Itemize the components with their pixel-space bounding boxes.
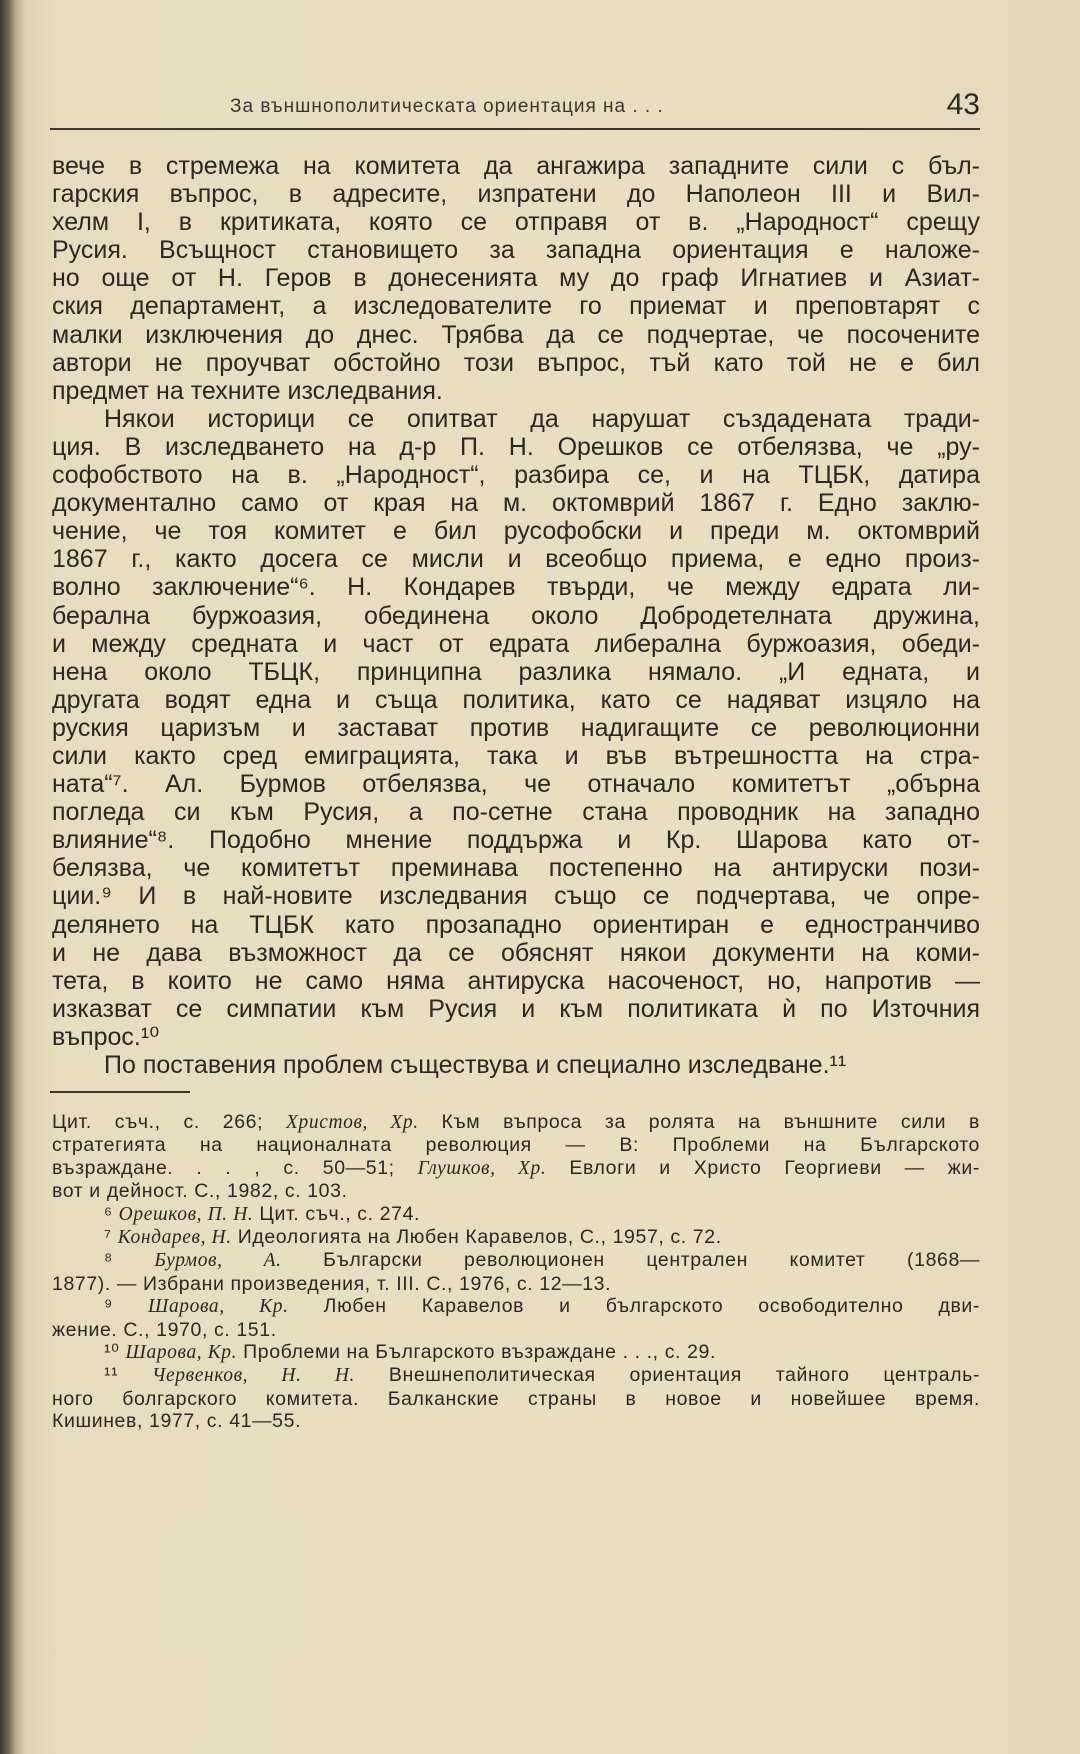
footnote-text: Евлоги и Христо Георгиеви — жи-: [546, 1156, 980, 1179]
body-line: влияние“⁸. Подобно мнение поддържа и Кр. Шарова като от-: [52, 826, 980, 855]
footnote-text: 1877). — Избрани произведения, т. III. С., 1976, с. 12—13.: [52, 1272, 612, 1295]
body-line: сили както сред емиграцията, така и във вътрешността на стра-: [52, 741, 980, 770]
footnote-author: Глушков, Хр.: [417, 1157, 547, 1179]
footnote-author: Шарова, Кр.: [125, 1342, 238, 1364]
footnotes: [52, 1111, 980, 1433]
footnote-separator: [50, 1091, 190, 1093]
footnote-text: жение. С., 1970, с. 151.: [52, 1318, 277, 1341]
body-line: автори не проучват обстойно този въпрос, тъй като той не е бил: [52, 348, 980, 377]
body-line: хелм I, в критиката, която се отправя от в. „Народност“ срещу: [52, 208, 980, 237]
footnote-text: Цит. съч., с. 274.: [253, 1202, 421, 1225]
footnote-text: възраждане. . . , с. 50—51;: [52, 1156, 418, 1179]
footnote-text: Към въпроса за ролята на външните сили в: [418, 1111, 980, 1133]
body-line: въпрос.¹⁰: [52, 1022, 160, 1051]
body-line: берална буржоазия, обединена около Добродетелната дружина,: [52, 601, 980, 630]
footnote-text: ⁹: [104, 1295, 148, 1318]
footnote-line: [52, 1111, 980, 1134]
footnote-text: Любен Каравелов и българското освободително дви-: [288, 1295, 981, 1318]
footnote-line: [52, 1180, 980, 1202]
body-line: Русия. Всъщност становището за западна ориентация е наложе-: [52, 236, 980, 265]
page-header: [50, 88, 980, 128]
body-line: нена около ТБЦК, принципна разлика нямало. „И едната, и: [52, 657, 980, 686]
body-line: руския царизъм и застават против надигащите се революционни: [52, 713, 980, 742]
body-line: ция. В изследването на д-р П. Н. Орешков се отбелязва, че „ру-: [52, 432, 980, 461]
body-line: волно заключение“⁶. Н. Кондарев твърди, че между едрата ли-: [52, 573, 980, 602]
footnote-text: Проблеми на Българското възраждане . . ., с. 29.: [237, 1341, 716, 1364]
footnote-text: ¹¹: [104, 1364, 153, 1387]
footnote-line: [52, 1295, 980, 1318]
body-line: другата водят една и съща политика, като се надяват изцяло на: [52, 685, 980, 714]
footnote-text: вот и дейност. С., 1982, с. 103.: [52, 1180, 348, 1203]
footnote-text: Внешнеполитическая ориентация тайного централь-: [355, 1364, 980, 1387]
footnote-line: [52, 1341, 980, 1364]
footnote-author: Кондарев, Н.: [117, 1227, 232, 1249]
body-line: и между средната и част от едрата либерална буржоазия, обеди-: [52, 629, 980, 658]
body-line: но още от Н. Геров в донесенията му до граф Игнатиев и Азиат-: [52, 264, 980, 293]
page-number: 43: [946, 88, 980, 121]
footnote-text: Идеологията на Любен Каравелов, С., 1957, с. 72.: [231, 1226, 722, 1249]
header-rule: [50, 128, 980, 130]
footnote-line: [52, 1388, 980, 1410]
footnote-line: [52, 1249, 980, 1272]
body-line: предмет на техните изследвания.: [52, 376, 443, 405]
body-text: [52, 152, 980, 1079]
body-line: гарския въпрос, в адресите, изпратени до Наполеон III и Вил-: [52, 180, 980, 209]
footnote-text: Цит. съч., с. 266;: [52, 1111, 286, 1133]
footnote-text: стратегията на националната революция — В: Проблеми на Българското: [52, 1134, 980, 1157]
footnote-text: Български революционен централен комитет (1868—: [281, 1249, 980, 1272]
running-title: За външнополитическата ориентация на . . .: [230, 96, 664, 117]
body-line: и не дава възможност да се обяснят някои документи на коми-: [52, 938, 980, 967]
footnote-line: [52, 1134, 980, 1156]
footnote-text: ⁷: [104, 1226, 118, 1249]
body-line: ския департамент, а изследователите го приемат и преповтарят с: [52, 292, 980, 321]
footnote-author: Бурмов, А.: [154, 1250, 282, 1272]
body-line: Някои историци се опитват да нарушат създадената тради-: [104, 404, 980, 433]
body-line: ната“⁷. Ал. Бурмов отбелязва, че отначало комитетът „обърна: [52, 770, 980, 799]
body-line: ции.⁹ И в най-новите изследвания също се подчертава, че опре-: [52, 882, 980, 911]
body-line: делянето на ТЦБК като прозападно ориентиран е едностранчиво: [52, 910, 980, 939]
footnote-text: ¹⁰: [104, 1341, 126, 1364]
footnote-author: Червенков, Н. Н.: [152, 1365, 356, 1387]
body-line: белязва, че комитетът преминава постепенно на антируски пози-: [52, 854, 980, 883]
body-line: вече в стремежа на комитета да ангажира западните сили с бъл-: [52, 152, 980, 180]
footnote-line: [52, 1364, 980, 1387]
footnote-text: Кишинев, 1977, с. 41—55.: [52, 1410, 302, 1433]
footnote-line: [52, 1157, 980, 1180]
footnote-author: Орешков, П. Н.: [118, 1203, 254, 1225]
body-line: документално само от края на м. октомврий 1867 г. Едно заклю-: [52, 489, 980, 518]
body-line: погледа си към Русия, а по-сетне стана проводник на западно: [52, 798, 980, 827]
footnote-line: [52, 1226, 980, 1249]
footnote-text: ⁸: [104, 1249, 155, 1272]
footnote-line: [52, 1319, 980, 1341]
body-line: изказват се симпатии към Русия и към политиката ѝ по Източния: [52, 994, 980, 1023]
body-line: чение, че тоя комитет е бил русофобски и преди м. октомврий: [52, 517, 980, 546]
footnote-line: [52, 1273, 980, 1295]
footnote-text: ⁶: [104, 1202, 119, 1225]
body-line: софобството на в. „Народност“, разбира се, и на ТЦБК, датира: [52, 461, 980, 490]
footnote-line: [52, 1203, 980, 1226]
body-line: тета, в които не само няма антируска насоченост, но, напротив —: [52, 966, 980, 995]
body-line: малки изключения до днес. Трябва да се подчертае, че посочените: [52, 320, 980, 349]
footnote-line: [52, 1410, 980, 1432]
body-line: По поставения проблем съществува и специално изследване.¹¹: [104, 1051, 847, 1079]
footnote-author: Христов, Хр.: [285, 1112, 419, 1133]
footnote-text: ного болгарского комитета. Балканские страны в новое и новейшее время.: [52, 1387, 980, 1410]
body-line: 1867 г., както досега се мисли и всеобщо приема, е едно произ-: [52, 545, 980, 574]
footnote-author: Шарова, Кр.: [148, 1296, 289, 1318]
